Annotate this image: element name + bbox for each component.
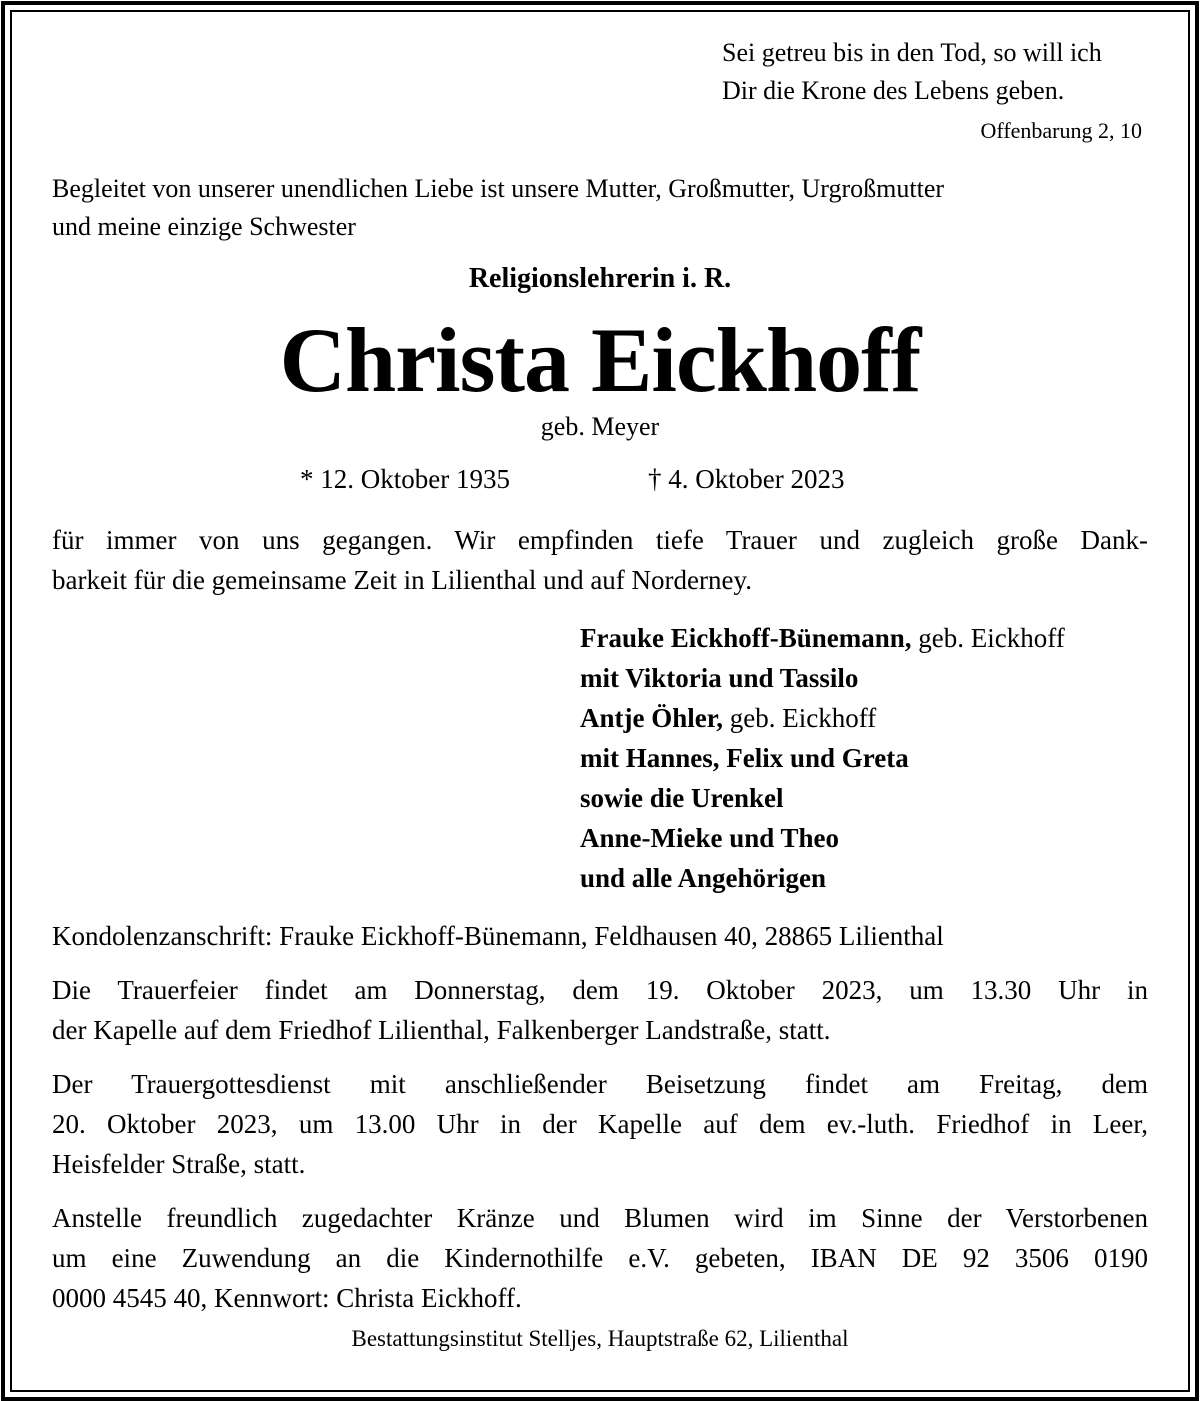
donation-text: [52, 1198, 1148, 1318]
service-text: [52, 1064, 1148, 1184]
funeral-line-2: der Kapelle auf dem Friedhof Lilienthal, Falkenberger Landstraße, statt.: [52, 1015, 831, 1045]
deceased-birth-name: geb. Meyer: [540, 412, 660, 441]
funeral-home: Bestattungsinstitut Stelljes, Hauptstraße 62, Lilienthal: [351, 1326, 849, 1351]
survivor-line-3: [580, 698, 1150, 738]
survivor-line-1: [580, 618, 1150, 658]
survivor-line-4: mit Hannes, Felix und Greta: [580, 743, 909, 773]
deceased-title: Religionslehrerin i. R.: [468, 263, 732, 294]
verse-reference: Offenbarung 2, 10: [980, 118, 1142, 143]
service-line-2: 20. Oktober 2023, um 13.00 Uhr in der Kapelle auf dem ev.-luth. Friedhof in Leer,: [52, 1109, 1148, 1139]
statement-text: [52, 520, 1148, 600]
birth-date: * 12. Oktober 1935: [300, 464, 510, 494]
survivor-note-1: geb. Eickhoff: [911, 623, 1065, 653]
death-date: † 4. Oktober 2023: [648, 464, 845, 494]
intro-line-1: Begleitet von unserer unendlichen Liebe ist unsere Mutter, Großmutter, Urgroßmutter: [52, 174, 945, 203]
survivor-name-1: Frauke Eickhoff-Bünemann,: [580, 623, 912, 653]
donation-line-3: 0000 4545 40, Kennwort: Christa Eickhoff.: [52, 1283, 522, 1313]
survivor-line-7: und alle Angehörigen: [580, 863, 827, 893]
survivor-line-6: Anne-Mieke und Theo: [580, 823, 840, 853]
bible-verse: [722, 34, 1152, 150]
intro-text: [52, 170, 1148, 246]
funeral-line-1: Die Trauerfeier findet am Donnerstag, dem 19. Oktober 2023, um 13.30 Uhr in: [52, 975, 1148, 1005]
condolence-address: Kondolenzanschrift: Frauke Eickhoff-Bünemann, Feldhausen 40, 28865 Lilienthal: [52, 921, 944, 951]
donation-line-1: Anstelle freundlich zugedachter Kränze und Blumen wird im Sinne der Verstorbenen: [52, 1203, 1148, 1233]
intro-line-2: und meine einzige Schwester: [52, 212, 356, 241]
statement-line-1: für immer von uns gegangen. Wir empfinden tiefe Trauer und zugleich große Dank-: [52, 525, 1148, 555]
survivor-line-2: mit Viktoria und Tassilo: [580, 663, 859, 693]
verse-line-2: Dir die Krone des Lebens geben.: [722, 76, 1065, 105]
deceased-name: Christa Eickhoff: [279, 309, 921, 411]
funeral-text: [52, 970, 1148, 1050]
survivor-name-3: Antje Öhler,: [580, 703, 723, 733]
verse-line-1: Sei getreu bis in den Tod, so will ich: [722, 38, 1102, 67]
donation-line-2: um eine Zuwendung an die Kindernothilfe e.V. gebeten, IBAN DE 92 3506 0190: [52, 1243, 1148, 1273]
service-line-1: Der Trauergottesdienst mit anschließender Beisetzung findet am Freitag, dem: [52, 1069, 1148, 1099]
survivor-note-3: geb. Eickhoff: [723, 703, 877, 733]
survivor-line-5: sowie die Urenkel: [580, 783, 784, 813]
statement-line-2: barkeit für die gemeinsame Zeit in Lilienthal und auf Norderney.: [52, 565, 752, 595]
service-line-3: Heisfelder Straße, statt.: [52, 1149, 306, 1179]
survivors-list: [580, 618, 1150, 898]
